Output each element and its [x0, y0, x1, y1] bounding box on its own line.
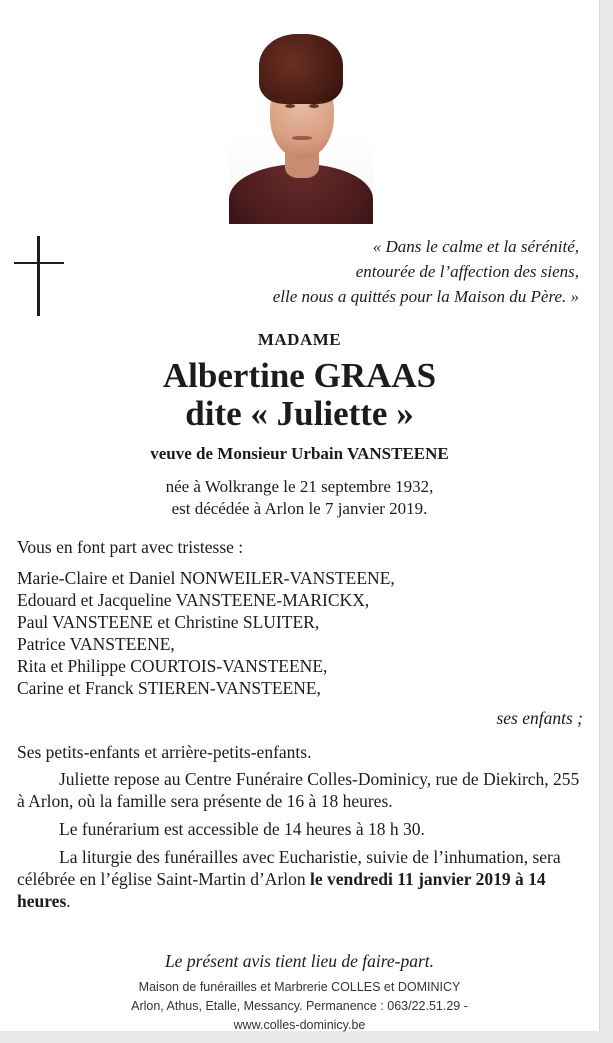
announcement: Vous en font part avec tristesse :: [17, 537, 244, 557]
details: [17, 768, 583, 912]
liturgy-date: le vendredi 11 janvier 2019 à 14 heures: [17, 869, 546, 911]
quote-line: elle nous a quittés pour la Maison du Père. »: [272, 287, 579, 306]
quote-line: entourée de l’affection des siens,: [355, 262, 579, 281]
footer: [0, 978, 599, 1035]
children-label: ses enfants ;: [496, 708, 583, 728]
birth-death: [0, 476, 599, 520]
cross-icon: [14, 236, 64, 318]
birth-line: née à Wolkrange le 21 septembre 1932,: [165, 477, 434, 496]
footer-line: Maison de funérailles et Marbrerie COLLES et DOMINICY: [138, 980, 461, 994]
grandchildren: Ses petits-enfants et arrière-petits-enfants.: [17, 742, 312, 762]
liturgy-end: .: [66, 891, 71, 911]
liturgy-text: La liturgie des funérailles avec Eucharistie, suivie de l’inhumation, sera célébrée en l’église Saint-Martin d’Arlon: [17, 847, 561, 889]
title: MADAME: [257, 330, 342, 349]
list-item: Edouard et Jacqueline VANSTEENE-MARICKX,: [17, 590, 370, 610]
list-item: Paul VANSTEENE et Christine SLUITER,: [17, 612, 320, 632]
list-item: Patrice VANSTEENE,: [17, 634, 175, 654]
liturgy-paragraph: [17, 846, 583, 912]
widow-of: veuve de Monsieur Urbain VANSTEENE: [150, 444, 449, 463]
list-item: Rita et Philippe COURTOIS-VANSTEENE,: [17, 656, 328, 676]
children-list: [17, 567, 583, 699]
footer-line: Arlon, Athus, Etalle, Messancy. Permanence : 063/22.51.29 -: [131, 999, 468, 1013]
faire-part-note: Le présent avis tient lieu de faire-part.: [164, 951, 435, 971]
portrait-photo: [229, 24, 373, 224]
quote-line: « Dans le calme et la sérénité,: [372, 237, 579, 256]
death-line: est décédée à Arlon le 7 janvier 2019.: [171, 499, 428, 518]
list-item: Carine et Franck STIEREN-VANSTEENE,: [17, 678, 321, 698]
footer-website[interactable]: www.colles-dominicy.be: [233, 1018, 366, 1032]
repose-paragraph: Juliette repose au Centre Funéraire Colles-Dominicy, rue de Diekirch, 255 à Arlon, où la famille sera présente de 16 à 18 heures.: [17, 769, 580, 811]
deceased-name: Albertine GRAAS: [162, 356, 437, 395]
deceased-nickname: dite « Juliette »: [185, 394, 414, 433]
funerarium-paragraph: Le funérarium est accessible de 14 heures à 18 h 30.: [59, 819, 425, 839]
list-item: Marie-Claire et Daniel NONWEILER-VANSTEENE,: [17, 568, 395, 588]
quote: [159, 234, 579, 309]
